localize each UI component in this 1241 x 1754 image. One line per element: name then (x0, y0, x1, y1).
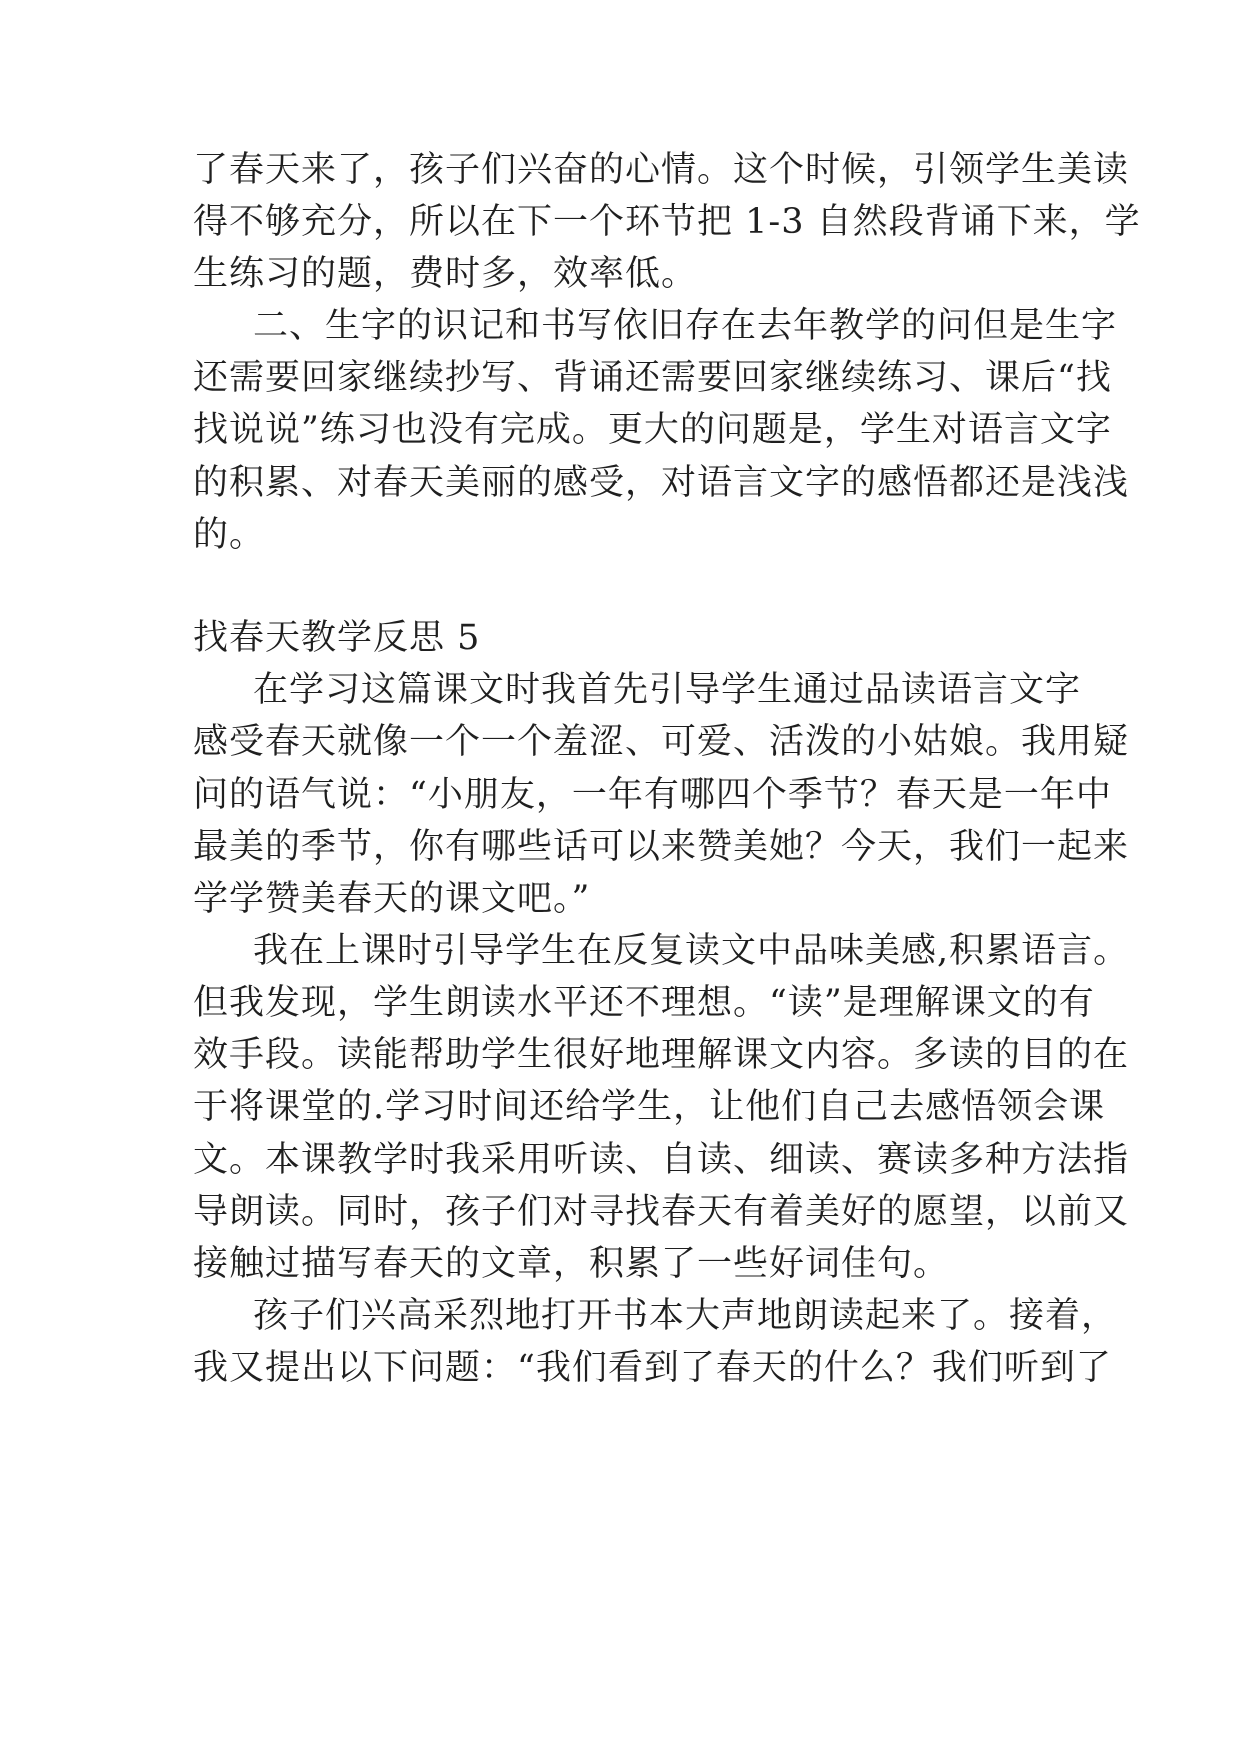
text-line: 文。本课教学时我采用听读、自读、细读、赛读多种方法指 (193, 1140, 1130, 1180)
text-line: 生练习的题，费时多，效率低。 (193, 254, 698, 294)
paragraph-start: 孩子们兴高采烈地打开书本大声地朗读起来了。接着， (253, 1296, 1118, 1336)
text-line: 问的语气说：“小朋友，一年有哪四个季节？春天是一年中 (193, 775, 1112, 815)
text-line: 学学赞美春天的课文吧。” (193, 879, 591, 919)
text-line: 了春天来了，孩子们兴奋的心情。这个时候，引领学生美读 (193, 150, 1130, 190)
text-line: 找说说”练习也没有完成。更大的问题是，学生对语言文字 (193, 410, 1112, 450)
paragraph-start: 二、生字的识记和书写依旧存在去年教学的问但是生字 (253, 306, 1118, 346)
text-line: 于将课堂的.学习时间还给学生，让他们自己去感悟领会课 (193, 1087, 1106, 1127)
text-line: 接触过描写春天的文章，积累了一些好词佳句。 (193, 1244, 950, 1284)
text-line: 感受春天就像一个一个羞涩、可爱、活泼的小姑娘。我用疑 (193, 722, 1130, 762)
text-line: 效手段。读能帮助学生很好地理解课文内容。多读的目的在 (193, 1035, 1130, 1075)
text-line: 还需要回家继续抄写、背诵还需要回家继续练习、课后“找 (193, 358, 1112, 398)
text-line: 导朗读。同时，孩子们对寻找春天有着美好的愿望，以前又 (193, 1192, 1130, 1232)
text-line: 得不够充分，所以在下一个环节把 1-3 自然段背诵下来，学 (193, 202, 1141, 242)
text-line: 我又提出以下问题：“我们看到了春天的什么？我们听到了 (193, 1348, 1112, 1388)
section-heading: 找春天教学反思 5 (193, 618, 481, 658)
text-line: 的积累、对春天美丽的感受，对语言文字的感悟都还是浅浅 (193, 463, 1130, 503)
paragraph-start: 在学习这篇课文时我首先引导学生通过品读语言文字 (253, 670, 1082, 710)
text-line: 的。 (193, 515, 266, 555)
text-line: 最美的季节，你有哪些话可以来赞美她？今天，我们一起来 (193, 827, 1130, 867)
paragraph-start: 我在上课时引导学生在反复读文中品味美感,积累语言。 (253, 931, 1130, 971)
text-line: 但我发现，学生朗读水平还不理想。“读”是理解课文的有 (193, 983, 1095, 1023)
